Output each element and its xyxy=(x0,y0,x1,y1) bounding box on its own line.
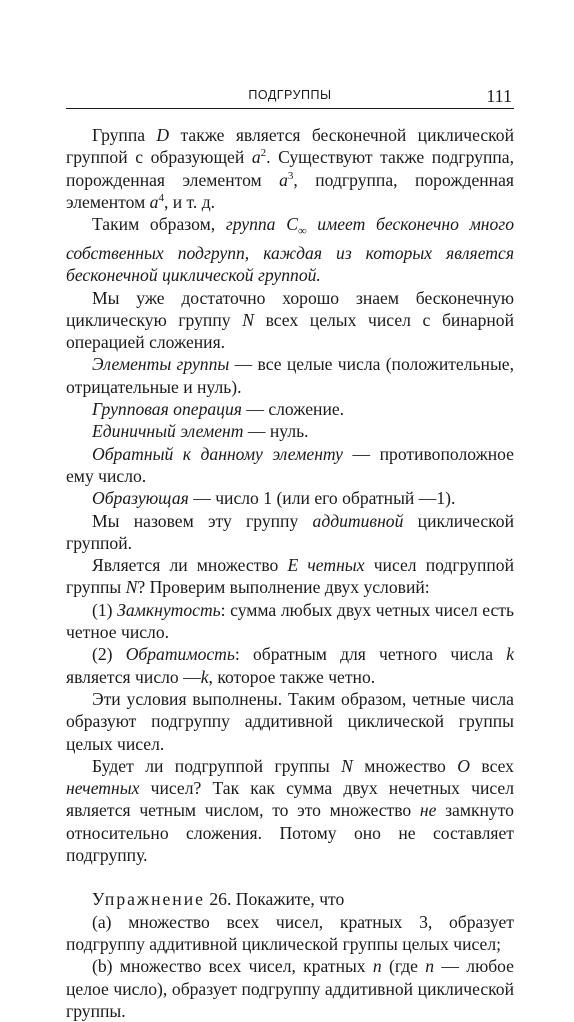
body-text xyxy=(66,124,514,1022)
paragraph-9: Мы назовем эту группу аддитивной циклической группой. xyxy=(66,510,514,553)
paragraph-6: Единичный элемент — нуль. xyxy=(92,421,309,442)
exercise-heading: Упражнение 26. Покажите, что xyxy=(92,889,345,910)
paragraph-1: Группа D также является бесконечной циклической группой с образующей $a^2$. Существуют также подгруппа, порожденная элементом $a^3$, подгруппа, порожденная элементом $a^4$, и т. д. xyxy=(66,125,515,212)
paragraph-2: Таким образом, группа $C_\infty$ имеет бесконечно много собственных подгрупп, каждая из которых является бесконечной циклической группой. xyxy=(66,214,514,286)
paragraph-14: Будет ли подгруппой группы N множество O всех нечетных чисел? Так как сумма двух нечетных чисел является четным числом, то это множество не замкнуто относительно сложения. Потому оно не составляет подгруппу. xyxy=(66,755,514,866)
paragraph-12: (2) Обратимость: обратным для четного числа k является число —k, которое также четно. xyxy=(66,644,514,687)
paragraph-5: Групповая операция — сложение. xyxy=(92,399,345,420)
header-rule xyxy=(66,108,514,109)
running-head: ПОДГРУППЫ xyxy=(248,88,332,102)
page-number: 111 xyxy=(486,86,512,106)
exercise-part-b: (b) множество всех чисел, кратных n (где n — любое целое число), образует подгруппу аддитивной циклической группы. xyxy=(66,956,514,1021)
paragraph-4: Элементы группы — все целые числа (положительные, отрицательные и нуль). xyxy=(66,354,514,397)
paragraph-11: (1) Замкнутость: сумма любых двух четных чисел есть четное число. xyxy=(66,599,514,643)
paragraph-3: Мы уже достаточно хорошо знаем бесконечную циклическую группу N всех целых чисел с бинарной операцией сложения. xyxy=(66,287,514,353)
exercise-part-a: (a) множество всех чисел, кратных 3, образует подгруппу аддитивной циклической группы целых чисел; xyxy=(66,911,514,954)
paragraph-13: Эти условия выполнены. Таким образом, четные числа образуют подгруппу аддитивной циклической группы целых чисел. xyxy=(66,688,514,754)
paragraph-8: Образующая — число 1 (или его обратный —1). xyxy=(92,488,456,509)
paragraph-10: Является ли множество E четных чисел подгруппой группы N? Проверим выполнение двух условий: xyxy=(66,555,514,598)
paragraph-7: Обратный к данному элементу — противоположное ему число. xyxy=(66,443,514,486)
page-header xyxy=(66,88,514,110)
